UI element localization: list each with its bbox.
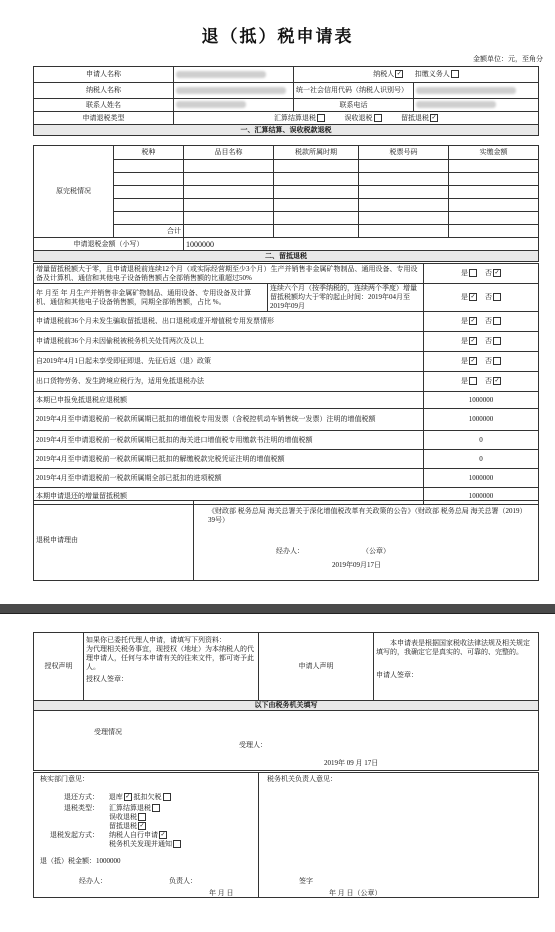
auth-text-1: 如果你已委托代理人申请，请填写下列资料： <box>86 636 226 644</box>
applicant-role: 纳税人 ✓ 扣缴义务人 <box>294 67 539 83</box>
total-label: 合计 <box>114 225 184 238</box>
contact-name-value <box>174 99 294 112</box>
leader-cell <box>259 773 539 898</box>
declaration-table <box>33 632 539 771</box>
page-separator <box>0 604 555 613</box>
col-item: 品目名称 <box>184 146 274 160</box>
withholding-agent-checkbox[interactable] <box>451 70 459 78</box>
q3-answer: 是 ✓ 否 <box>424 312 539 332</box>
original-tax-table <box>33 145 539 262</box>
q3-yes-checkbox[interactable]: ✓ <box>470 318 476 325</box>
q6-answer: 是 否 ✓ <box>424 372 539 392</box>
contact-phone-value <box>414 99 539 112</box>
refund-amount-label: 申请退税金额（小写） <box>34 238 184 251</box>
q5-text: 自2019年4月1日起未享受即征即退、先征后返（退）政策 <box>34 352 424 372</box>
q2-answer: 是 ✓ 否 <box>424 284 539 312</box>
amount-row: 2019年4月至申请退税前一税款所属期已抵扣的海关进口增值税专用缴款书注明的增值税额 0 <box>34 431 539 450</box>
q1-text: 增量留抵税额大于零，且申请退税前连续12个月（或实际经营期至少3个月）生产并销售非金属矿物制品、通用设备、专用设备及计算机、通信和其他电子设备销售额占全部销售额的比重超过50% <box>34 264 424 284</box>
col-paid: 实缴金额 <box>449 146 539 160</box>
p2-retained-credit-checkbox[interactable]: ✓ <box>139 823 145 830</box>
q1-yes-checkbox[interactable] <box>469 269 477 277</box>
retained-credit-refund-checkbox[interactable]: ✓ <box>431 114 437 121</box>
reason-text: 《财政部 税务总局 海关总署关于深化增值税改革有关政策的公告》（财政部 税务总局 海关总署（2019）39号） <box>208 507 527 524</box>
self-apply-checkbox[interactable]: ✓ <box>160 832 166 839</box>
initiate-label: 退税发起方式： <box>50 831 99 839</box>
reason-label: 退税申请理由 <box>34 501 194 581</box>
p2-amount: 退（抵）税金额：1000000 <box>40 857 121 865</box>
applicant-decl-label: 申请人声明 <box>259 633 374 701</box>
amount-row: 2019年4月至申请退税前一税款所属期全部已抵扣的进项税额 1000000 <box>34 469 539 488</box>
p2-settlement-checkbox[interactable] <box>152 804 160 812</box>
q6-yes-checkbox[interactable] <box>469 377 477 385</box>
review-cell: 核实部门意见： 退还方式： 退库 ✓ 抵扣欠税 退税类型： 汇算结算退税 误收退税 留抵退税 ✓ 退税发起方式： 纳税人自行申请 ✓ 税务机关发现并通知 退（抵）税金额：1000000 经办人： 负责人： 年 月 日 <box>34 773 259 898</box>
receiver-label: 受理人： <box>239 741 267 749</box>
form-page-2 <box>0 613 555 932</box>
refund-type-options: 汇算结算退税 误收退税 留抵退税 ✓ <box>174 112 539 125</box>
auth-text-2: 为代理相关税务事宜，现授权（地址）为本纳税人的代理申请人，任何与本申请有关的往来文件，都可寄予此人。 <box>86 645 254 671</box>
auth-label: 授权声明 <box>34 633 84 701</box>
q2-no-checkbox[interactable] <box>493 293 501 301</box>
offset-arrears-checkbox[interactable] <box>163 793 171 801</box>
p2-person-in-charge: 负责人： <box>169 877 197 885</box>
contact-phone-label: 联系电话 <box>294 99 414 112</box>
p2-handler: 经办人： <box>79 877 107 885</box>
section1-title: 一、汇算结算、误收税款退税 <box>34 125 539 136</box>
refund-method: 退还方式： 退库 ✓ 抵扣欠税 <box>64 793 171 802</box>
refund-type-block: 退税类型： <box>64 804 99 812</box>
amount-row: 2019年4月至申请退税前一税款所属期已抵扣的解缴税款完税凭证注明的增值税额 0 <box>34 450 539 469</box>
q3-text: 申请退税前36个月未发生骗取留抵退税、出口退税或虚开增值税专用发票情形 <box>34 312 424 332</box>
applicant-decl-cell <box>374 633 539 701</box>
q4-no-checkbox[interactable] <box>493 337 501 345</box>
q5-yes-checkbox[interactable]: ✓ <box>470 358 476 365</box>
tax-office-title: 以下由税务机关填写 <box>34 701 539 711</box>
auth-sign: 授权人签章： <box>86 675 128 683</box>
reason-date: 2019年09月17日 <box>332 561 381 569</box>
review-opinion: 核实部门意见： <box>40 775 89 783</box>
applicant-decl-text: 本申请表是根据国家税收法律法规及相关规定填写的，我确定它是真实的、可靠的、完整的。 <box>376 639 530 656</box>
q1-answer: 是 否 ✓ <box>424 264 539 284</box>
erroneous-refund-checkbox[interactable] <box>374 114 382 122</box>
q1-no-checkbox[interactable]: ✓ <box>494 270 500 277</box>
approval-table <box>33 772 539 898</box>
q3-no-checkbox[interactable] <box>493 317 501 325</box>
p2-seal-date: 年 月 日（公章） <box>329 889 382 897</box>
auth-cell <box>84 633 259 701</box>
p2-sign: 签字 <box>299 877 313 885</box>
q6-no-checkbox[interactable]: ✓ <box>494 378 500 385</box>
taxpayer-name-label: 纳税人名称 <box>34 83 174 99</box>
applicant-sign: 申请人签章： <box>376 671 418 679</box>
q2b-text: 连续六个月（按季纳税的，连续两个季度）增量留抵税额均大于零的起止时间：2019年04月至2019年09月 <box>268 284 424 312</box>
q2a-text: 年 月至 年 月生产并销售非金属矿物制品、通用设备、专用设备及计算机、通信和其他电子设备销售额，同期全部销售额，占比 %。 <box>34 284 268 312</box>
applicant-name-value <box>174 67 294 83</box>
contact-name-label: 联系人姓名 <box>34 99 174 112</box>
refund-reason-table <box>33 500 539 581</box>
office-notify-checkbox[interactable] <box>173 840 181 848</box>
unit-note: 金额单位：元，至角分 <box>473 55 543 63</box>
p2-date-blank: 年 月 日 <box>209 889 234 897</box>
applicant-info-table <box>33 66 539 136</box>
reason-cell <box>194 501 539 581</box>
col-ticket: 税票号码 <box>359 146 449 160</box>
q4-text: 申请退税前36个月未因偷税被税务机关处罚两次及以上 <box>34 332 424 352</box>
q4-answer: 是 ✓ 否 <box>424 332 539 352</box>
p2-erroneous-checkbox[interactable] <box>138 813 146 821</box>
col-period: 税款所属时期 <box>274 146 359 160</box>
amount-row: 本期申请退还的增量留抵税额 1000000 <box>34 488 539 505</box>
retained-credit-table <box>33 263 539 505</box>
q4-yes-checkbox[interactable]: ✓ <box>470 338 476 345</box>
original-tax-label: 原完税情况 <box>34 146 114 238</box>
leader-opinion: 税务机关负责人意见： <box>267 775 337 783</box>
applicant-name-label: 申请人名称 <box>34 67 174 83</box>
amount-row: 本期已申报免抵退税应退税额 1000000 <box>34 392 539 409</box>
treasury-refund-checkbox[interactable]: ✓ <box>125 794 131 801</box>
section2-title: 二、留抵退税 <box>34 251 539 262</box>
refund-type-label: 申请退税类型 <box>34 112 174 125</box>
refund-amount-value: 1000000 <box>184 238 539 251</box>
q5-answer: 是 ✓ 否 <box>424 352 539 372</box>
q2-yes-checkbox[interactable]: ✓ <box>470 294 476 301</box>
col-tax: 税种 <box>114 146 184 160</box>
q6-text: 出口货物劳务、发生跨境应税行为，适用免抵退税办法 <box>34 372 424 392</box>
accept-cell <box>34 711 539 771</box>
reason-seal: （公章） <box>362 547 390 555</box>
taxpayer-checkbox[interactable]: ✓ <box>396 71 402 78</box>
accept-label: 受理情况 <box>94 728 122 736</box>
receive-date: 2019年 09 月 17日 <box>324 759 379 767</box>
amount-row: 2019年4月至申请退税前一税款所属期已抵扣的增值税专用发票（含税控机动车销售统一发票）注明的增值税额 1000000 <box>34 409 539 431</box>
credit-code-label: 统一社会信用代码（纳税人识别号） <box>294 83 414 99</box>
credit-code-value <box>414 83 539 99</box>
settlement-refund-checkbox[interactable] <box>317 114 325 122</box>
form-title: 退（抵）税申请表 <box>201 27 354 46</box>
reason-handler: 经办人： <box>276 547 304 555</box>
q5-no-checkbox[interactable] <box>493 357 501 365</box>
taxpayer-name-value <box>174 83 294 99</box>
